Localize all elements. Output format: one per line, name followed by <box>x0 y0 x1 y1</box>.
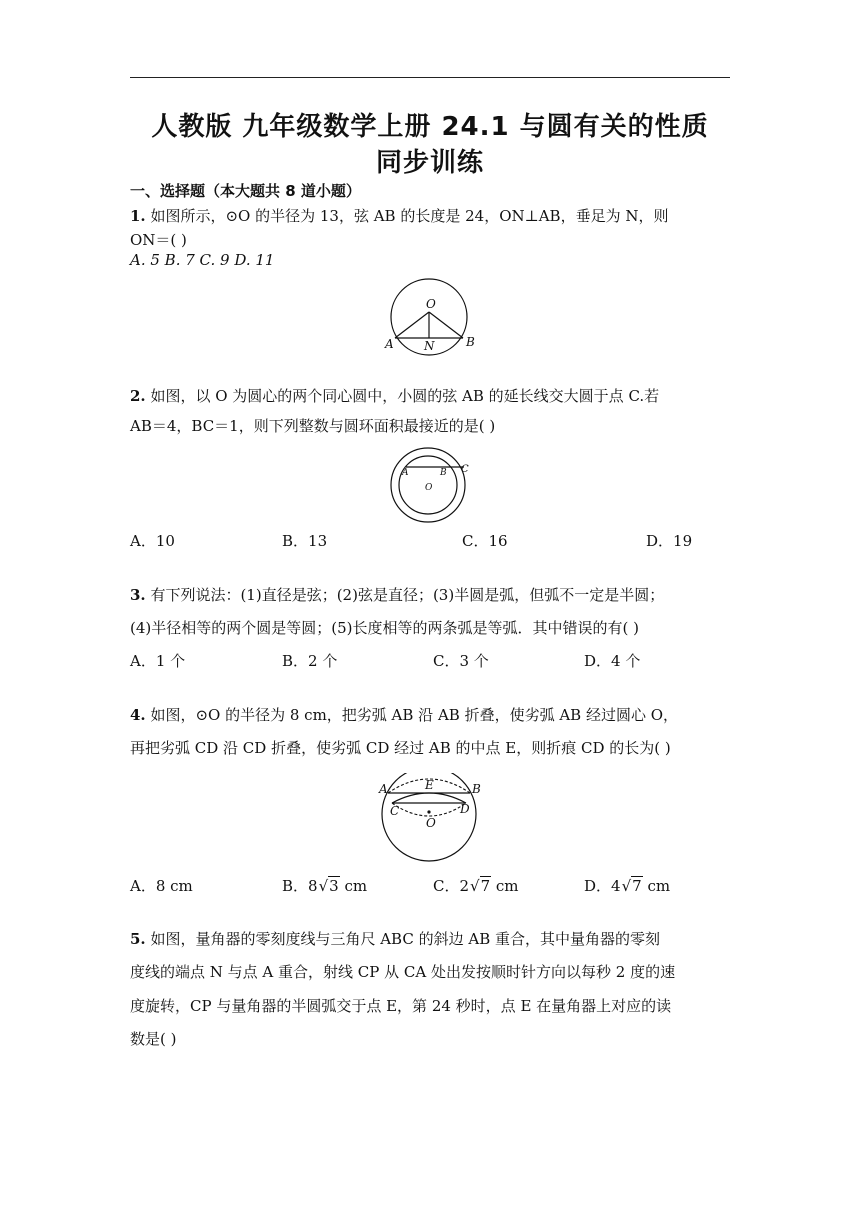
question-number: 1. <box>130 207 146 225</box>
question-number: 5. <box>130 930 146 948</box>
question-text: 如图所示，⊙O 的半径为 13，弦 AB 的长度是 24，ON⊥AB，垂足为 N，则 <box>150 207 669 225</box>
choice-c: C．3 个 <box>433 652 489 670</box>
question-3-line-2: (4)半径相等的两个圆是等圆；(5)长度相等的两条弧是等弧．其中错误的有( ) <box>130 619 639 637</box>
question-1-line-1 <box>130 205 668 226</box>
question-text: 有下列说法：(1)直径是弦；(2)弦是直径；(3)半圆是弧，但弧不一定是半圆； <box>150 586 665 604</box>
choice-b: B．13 <box>282 532 328 550</box>
choice-a: A．10 <box>130 532 175 550</box>
question-text: 如图，⊙O 的半径为 8 cm，把劣弧 AB 沿 AB 折叠，使劣弧 AB 经过圆心 O， <box>150 706 679 724</box>
question-2-line-2: AB＝4，BC＝1，则下列整数与圆环面积最接近的是( ) <box>130 417 496 435</box>
choice-d: D．4 个 <box>584 652 641 670</box>
question-number: 4. <box>130 706 146 724</box>
label-o: O <box>426 297 436 311</box>
label-c: C <box>461 464 469 475</box>
question-text: 如图，量角器的零刻度线与三角尺 ABC 的斜边 AB 重合，其中量角器的零刻 <box>150 930 660 948</box>
choice-b <box>282 875 367 896</box>
page-title-line2: 同步训练 <box>375 148 484 178</box>
choice-c <box>433 875 519 896</box>
choice-a: A．1 个 <box>130 652 186 670</box>
choice-b-coef: B．8 <box>282 877 318 895</box>
question-4-line-2: 再把劣弧 CD 沿 CD 折叠，使劣弧 CD 经过 AB 的中点 E，则折痕 CD 的长为( ) <box>130 739 671 757</box>
label-b: B <box>440 468 447 478</box>
radicand: 7 <box>632 877 642 895</box>
section-heading: 一、选择题（本大题共 8 道小题） <box>130 182 361 200</box>
question-4-line-1 <box>130 704 678 725</box>
sqrt-symbol: √7 <box>621 877 642 895</box>
choice-c-coef: C．2 <box>433 877 470 895</box>
question-text: 如图，以 O 为圆心的两个同心圆中，小圆的弦 AB 的延长线交大圆于点 C.若 <box>150 387 660 405</box>
label-a: A <box>379 782 388 796</box>
question-number: 2. <box>130 387 146 405</box>
label-e: E <box>425 778 434 792</box>
label-n: N <box>424 339 435 353</box>
label-o: O <box>426 816 436 830</box>
question-3-line-1 <box>130 584 664 605</box>
choice-c: C．16 <box>462 532 508 550</box>
question-2-line-1 <box>130 385 659 406</box>
choice-a: A．8 cm <box>130 877 193 895</box>
question-5-line-3: 度旋转，CP 与量角器的半圆弧交于点 E，第 24 秒时，点 E 在量角器上对应的读 <box>130 997 672 1015</box>
label-d: D <box>460 802 470 816</box>
label-a: A <box>385 337 394 351</box>
question-5-line-1 <box>130 928 660 949</box>
question-number: 3. <box>130 586 146 604</box>
question-5-line-2: 度线的端点 N 与点 A 重合，射线 CP 从 CA 处出发按顺时针方向以每秒 2 度的速 <box>130 963 676 981</box>
choice-d: D．19 <box>646 532 693 550</box>
choice-d <box>584 875 670 896</box>
unit: cm <box>339 877 368 895</box>
choice-b: B．2 个 <box>282 652 338 670</box>
sqrt-symbol: √7 <box>470 877 491 895</box>
figure-q2 <box>388 445 472 525</box>
question-1-choices: A. 5 B. 7 C. 9 D. 11 <box>130 251 275 269</box>
page-title: 人教版 九年级数学上册 24.1 与圆有关的性质 <box>151 112 709 142</box>
radicand: 3 <box>329 877 339 895</box>
label-o: O <box>425 483 433 493</box>
header-rule <box>130 77 730 78</box>
label-a: A <box>402 468 409 478</box>
unit: cm <box>642 877 671 895</box>
figure-q4 <box>374 773 490 863</box>
choice-d-coef: D．4 <box>584 877 621 895</box>
question-5-line-4: 数是( ) <box>130 1030 177 1048</box>
figure-q1 <box>380 278 480 358</box>
radicand: 7 <box>480 877 491 895</box>
unit: cm <box>491 877 519 895</box>
label-b: B <box>466 335 475 349</box>
label-b: B <box>472 782 481 796</box>
sqrt-symbol: √3 <box>318 877 339 895</box>
label-c: C <box>390 804 400 818</box>
question-1-line-2: ON＝( ) <box>130 231 187 249</box>
